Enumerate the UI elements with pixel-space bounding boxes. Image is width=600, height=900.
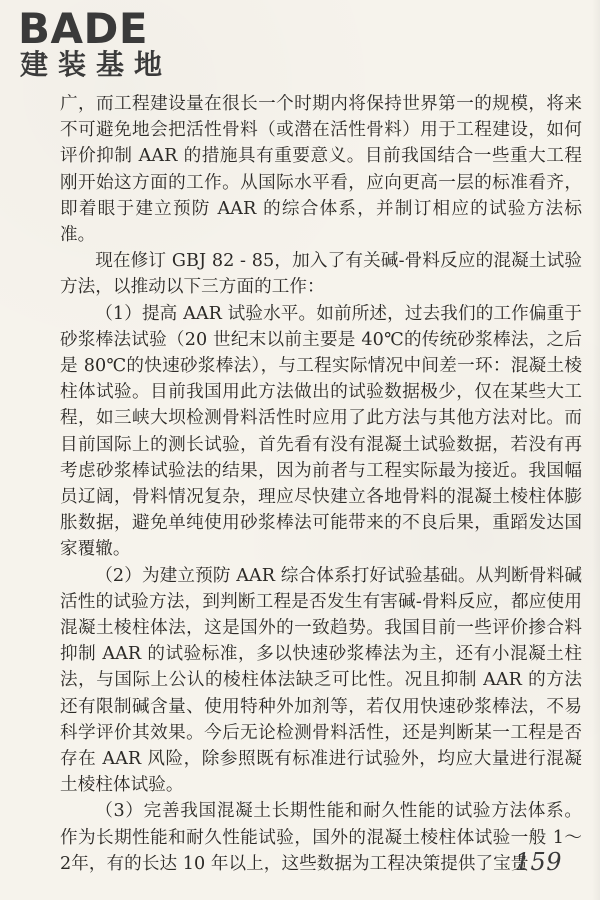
brand-subtitle: 建装基地 (20, 48, 173, 81)
brand-name: BADE (18, 4, 149, 53)
page-edge-shade (592, 0, 600, 900)
brand-logo (18, 4, 188, 90)
paragraph-1: 广，而工程建设量在很长一个时期内将保持世界第一的规模，将来不可避免地会把活性骨料（或潜在活性骨料）用于工程建设，如何评价抑制 AAR 的措施具有重要意义。目前我国结合一些重大工程刚开始这方面的工作。从国际水平看，应向更高一层的标准看齐，即着眼于建立预防 AAR 的综合体系，并制订相应的试验方法标准。 (60, 94, 582, 246)
paragraph-3: （1）提高 AAR 试验水平。如前所述，过去我们的工作偏重于砂浆棒法试验（20 世纪末以前主要是 40℃的传统砂浆棒法，之后是 80℃的快速砂浆棒法），与工程实际情况中间差一环：混凝土棱柱体试验。目前我国用此方法做出的试验数据极少，仅在某些大工程，如三峡大坝检测骨料活性时应用了此方法与其他方法对比。而目前国际上的测长试验，首先看有没有混凝土试验数据，若没有再考虑砂浆棒试验法的结果，因为前者与工程实际最为接近。我国幅员辽阔，骨料情况复杂，理应尽快建立各地骨料的混凝土棱柱体膨胀数据，避免单纯使用砂浆棒法可能带来的不良后果，重蹈发达国家覆辙。 (60, 303, 582, 560)
paragraph-5: （3）完善我国混凝土长期性能和耐久性能的试验方法体系。作为长期性能和耐久性能试验，国外的混凝土棱柱体试验一般 1～2年，有的长达 10 年以上，这些数据为工程决策提供了宝贵 (60, 801, 582, 874)
page-number: 159 (514, 848, 562, 876)
paragraph-4: （2）为建立预防 AAR 综合体系打好试验基础。从判断骨料碱活性的试验方法，到判断工程是否发生有害碱-骨料反应，都应使用混凝土棱柱体法，这是国外的一致趋势。我国目前一些评价掺合料抑制 AAR 的试验标准，多以快速砂浆棒法为主，还有小混凝土柱法，与国际上公认的棱柱体法缺乏可比性。况且抑制 AAR 的方法还有限制碱含量、使用特种外加剂等，若仅用快速砂浆棒法，不易科学评价其效果。今后无论检测骨料活性，还是判断某一工程是否存在 AAR 风险，除参照既有标准进行试验外，均应大量进行混凝土棱柱体试验。 (60, 565, 582, 796)
paragraph-2: 现在修订 GBJ 82 - 85，加入了有关碱-骨料反应的混凝土试验方法，以推动以下三方面的工作： (60, 251, 582, 298)
